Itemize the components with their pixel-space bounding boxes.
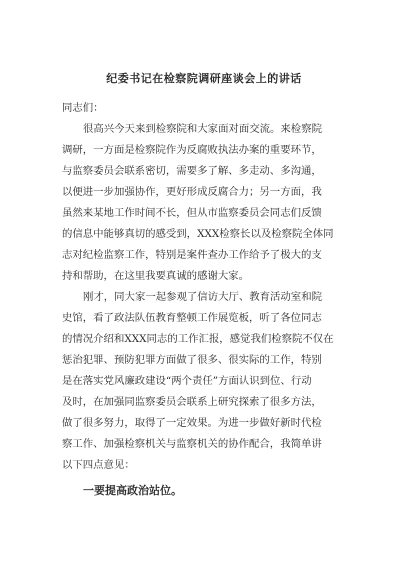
salutation: 同志们： xyxy=(62,102,104,114)
paragraph-line: 及时，在加强同监察委员会联系上研究探索了很多方法， xyxy=(62,396,322,408)
paragraph-line: 志对纪检监察工作，特别是案件查办工作给予了极大的支 xyxy=(62,249,322,261)
paragraph-line: 以便进一步加强协作，更好形成反腐合力；另一方面，我 xyxy=(62,186,322,198)
paragraph-line: 以下四点意见： xyxy=(62,459,135,471)
paragraph-line: 持和帮助，在这里我要真诚的感谢大家。 xyxy=(62,270,250,282)
paragraph-line: 是在落实党风廉政建设“两个责任”方面认识到位、行动 xyxy=(62,375,312,387)
paragraph-line: 的信息中能够真切的感受到，XXX检察长以及检察院全体同 xyxy=(62,228,334,240)
paragraph-line: 做了很多努力，取得了一定效果。为进一步做好新时代检 xyxy=(62,417,322,429)
section-heading: 一要提高政治站位。 xyxy=(83,484,182,497)
paragraph-line: 调研，一方面是检察院作为反腐败执法办案的重要环节， xyxy=(62,144,322,156)
paragraph-line: 很高兴今天来到检察院和大家面对面交流。来检察院 xyxy=(83,123,322,135)
paragraph-line: 察工作、加强检察机关与监察机关的协作配合，我简单讲 xyxy=(62,438,322,450)
paragraph-line: 刚才，同大家一起参观了信访大厅、教育活动室和院 xyxy=(83,291,322,303)
document-title: 纪委书记在检察院调研座谈会上的讲话 xyxy=(106,72,302,85)
paragraph-line: 史馆，看了政法队伍教育整顿工作展览板，听了各位同志 xyxy=(62,312,322,324)
paragraph-line: 惩治犯罪、预防犯罪方面做了很多、很实际的工作，特别 xyxy=(62,354,322,366)
paragraph-line: 的情况介绍和XXX同志的工作汇报，感觉我们检察院不仅在 xyxy=(62,333,334,345)
paragraph-line: 与监察委员会联系密切，需要多了解、多走动、多沟通， xyxy=(62,165,322,177)
paragraph-line: 虽然来某地工作时间不长，但从市监察委员会同志们反馈 xyxy=(62,207,322,219)
document-body xyxy=(62,98,352,501)
